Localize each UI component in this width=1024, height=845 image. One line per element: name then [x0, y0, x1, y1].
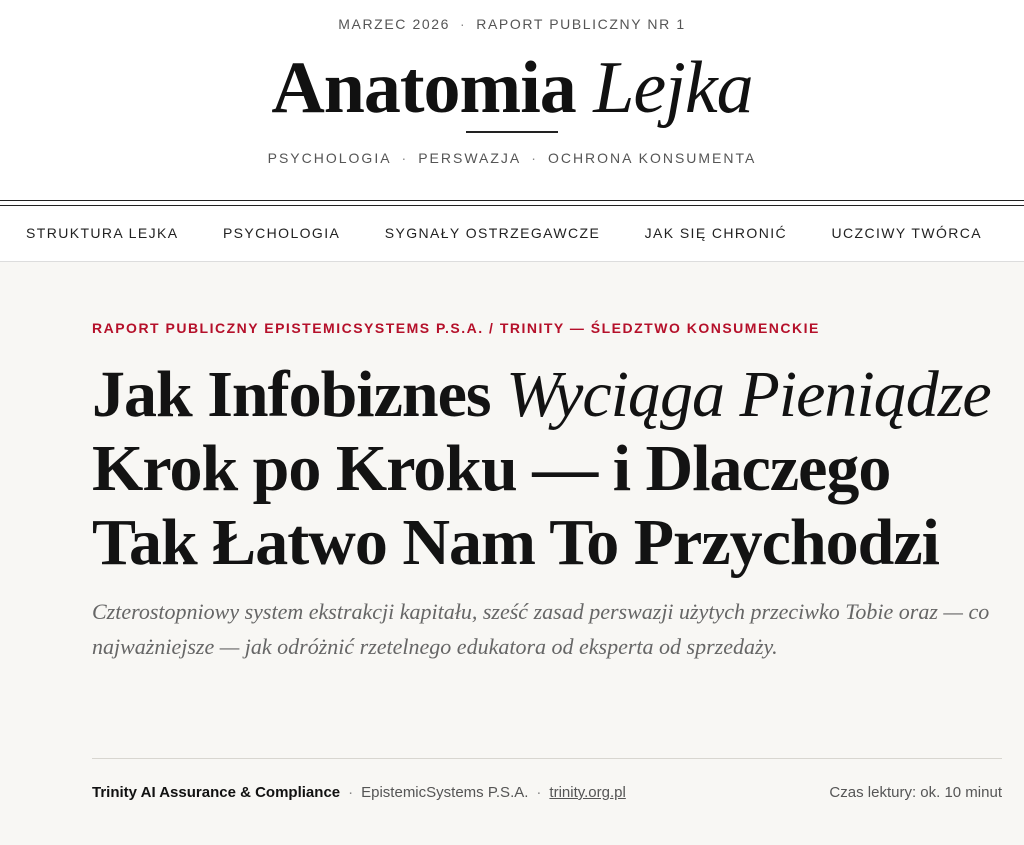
article-dek: Czterostopniowy system ekstrakcji kapitału, sześć zasad perswazji użytych przeciwko Tobie oraz — co najważniejsze — jak odróżnić rzetelnego edukatora od eksperta od sprzedaży. — [92, 599, 990, 659]
byline — [92, 758, 1002, 801]
issue-label: RAPORT PUBLICZNY NR 1 — [476, 16, 686, 32]
article-kicker: RAPORT PUBLICZNY EPISTEMICSYSTEMS P.S.A. / TRINITY — ŚLEDZTWO KONSUMENCKIE — [92, 320, 820, 336]
nav-item-honest-creator[interactable]: UCZCIWY TWÓRCA — [831, 224, 982, 241]
article-headline — [92, 358, 992, 580]
byline-link[interactable]: trinity.org.pl — [549, 784, 626, 801]
topic-persuasion: PERSWAZJA — [418, 150, 522, 166]
byline-author: Trinity AI Assurance & Compliance — [92, 784, 341, 801]
topic-psychology: PSYCHOLOGIA — [267, 150, 392, 166]
masthead-double-rule — [0, 200, 1024, 206]
byline-organization: EpistemicSystems P.S.A. — [361, 784, 529, 801]
site-logo[interactable] — [0, 48, 1024, 128]
nav-item-funnel-structure[interactable]: STRUKTURA LEJKA — [26, 224, 179, 241]
separator: · — [348, 784, 354, 801]
nav-item-psychology[interactable]: PSYCHOLOGIA — [222, 224, 341, 241]
topic-tags — [0, 150, 1024, 166]
headline-part-2: Krok po Kroku — i Dlaczego Tak Łatwo Nam To Przychodzi — [92, 432, 939, 579]
separator: · — [401, 150, 409, 166]
brand-italic: Lejka — [593, 47, 753, 129]
separator: · — [460, 16, 467, 32]
separator: · — [536, 784, 542, 801]
reading-time: Czas lektury: ok. 10 minut — [829, 784, 1002, 801]
main-navigation — [0, 204, 1024, 262]
nav-item-how-to-protect[interactable]: JAK SIĘ CHRONIĆ — [644, 224, 788, 241]
issue-date: MARZEC 2026 — [338, 16, 451, 32]
headline-part-1: Jak Infobiznes — [92, 358, 507, 431]
nav-item-warning-signals[interactable]: SYGNAŁY OSTRZEGAWCZE — [384, 224, 601, 241]
issue-line — [0, 16, 1024, 32]
brand-divider — [466, 131, 558, 133]
separator: · — [531, 150, 538, 166]
topic-consumer-protection: OCHRONA KONSUMENTA — [547, 150, 757, 166]
brand-bold: Anatomia — [271, 47, 576, 129]
masthead — [0, 0, 1024, 204]
headline-italic: Wyciąga Pieniądze — [506, 358, 991, 431]
article-hero — [0, 262, 1024, 845]
